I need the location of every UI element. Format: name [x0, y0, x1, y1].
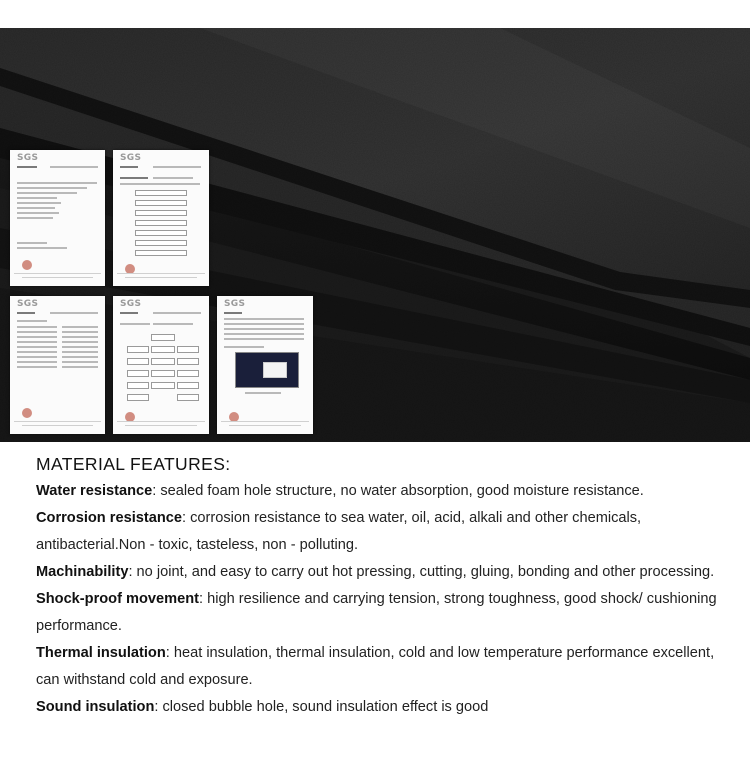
feature-term: Thermal insulation	[36, 645, 166, 661]
feature-water-resistance	[36, 478, 736, 505]
feature-description: : corrosion resistance to sea water, oil, acid, alkali and other chemicals, antibacterial.Non - toxic, tasteless, non - polluting.	[36, 510, 642, 553]
sgs-certificate-4	[113, 296, 209, 434]
feature-description: : heat insulation, thermal insulation, cold and low temperature performance excellent, can withstand cold and exposure.	[36, 645, 715, 688]
sgs-logo: SGS	[17, 299, 39, 309]
feature-term: Water resistance	[36, 483, 153, 499]
feature-description: : closed bubble hole, sound insulation effect is good	[154, 699, 489, 715]
feature-term: Sound insulation	[36, 699, 155, 715]
feature-term: Corrosion resistance	[36, 510, 182, 526]
sgs-certificate-5	[217, 296, 313, 434]
product-photo	[0, 28, 750, 442]
feature-term: Machinability	[36, 564, 129, 580]
feature-machinability	[36, 559, 736, 586]
sgs-logo: SGS	[120, 153, 142, 163]
sgs-certificate-3	[10, 296, 105, 434]
feature-description: : sealed foam hole structure, no water absorption, good moisture resistance.	[152, 483, 644, 499]
feature-shock-proof	[36, 586, 736, 640]
feature-term: Shock-proof movement	[36, 591, 199, 607]
feature-thermal-insulation	[36, 640, 736, 694]
sgs-certificate-2	[113, 150, 209, 286]
feature-description: : high resilience and carrying tension, strong toughness, good shock/ cushioning performance.	[36, 591, 717, 634]
feature-sound-insulation	[36, 694, 736, 721]
feature-corrosion-resistance	[36, 505, 736, 559]
material-features	[36, 450, 736, 721]
sgs-logo: SGS	[120, 299, 142, 309]
sgs-certificate-1	[10, 150, 105, 286]
features-heading: MATERIAL FEATURES:	[36, 454, 231, 474]
sgs-logo: SGS	[17, 153, 39, 163]
feature-description: : no joint, and easy to carry out hot pressing, cutting, gluing, bonding and other processing.	[128, 564, 715, 580]
sgs-logo: SGS	[224, 299, 246, 309]
